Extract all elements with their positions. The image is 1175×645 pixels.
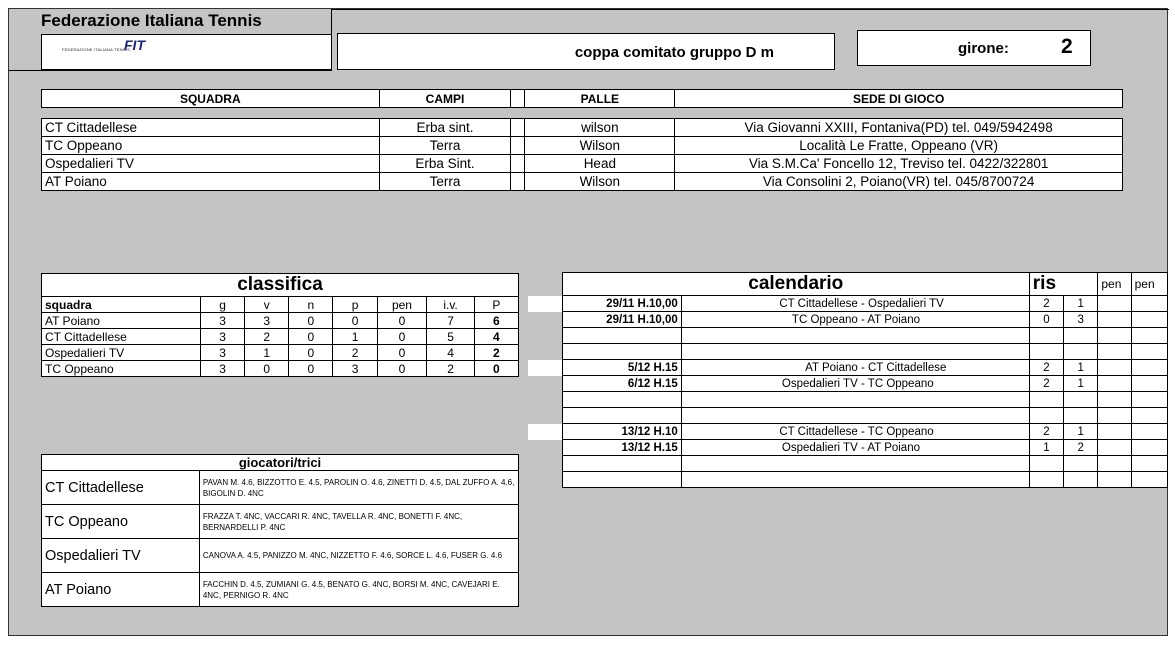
col-squadra: squadra: [42, 297, 201, 313]
match-date: 29/11 H.10,00: [562, 312, 681, 328]
empty-cell: [681, 408, 1029, 424]
match-away: TC Oppeano: [867, 377, 934, 390]
table-row: [42, 119, 1123, 137]
side-cell: [528, 328, 562, 344]
team-sede: Via Consolini 2, Poiano(VR) tel. 045/8700724: [675, 173, 1123, 191]
pen-cell: [1131, 424, 1167, 440]
empty-cell: [1064, 328, 1098, 344]
spacer-cell: [511, 119, 525, 137]
side-gap: [528, 273, 562, 296]
empty-cell: [1098, 328, 1131, 344]
logo-box: [41, 34, 332, 70]
match-score-home: 0: [1029, 312, 1063, 328]
spacer-cell: [511, 173, 525, 191]
match-away: Ospedalieri TV: [868, 297, 944, 310]
side-cell: [528, 376, 562, 392]
match-date: 29/11 H.10,00: [562, 296, 681, 312]
table-row: [528, 328, 1168, 344]
match-date: 13/12 H.10: [562, 424, 681, 440]
standing-team: CT Cittadellese: [42, 329, 201, 345]
standing-n: 0: [289, 313, 333, 329]
side-cell: [528, 408, 562, 424]
match-score-away: 1: [1064, 296, 1098, 312]
player-list: CANOVA A. 4.5, PANIZZO M. 4NC, NIZZETTO F. 4.6, SORCE L. 4.6, FUSER G. 4.6: [199, 539, 518, 573]
team-palle: Head: [525, 155, 675, 173]
empty-cell: [681, 392, 1029, 408]
table-row: [42, 505, 519, 539]
standing-team: AT Poiano: [42, 313, 201, 329]
table-row: [528, 440, 1168, 456]
match-teams: [681, 440, 1029, 456]
match-teams: [681, 296, 1029, 312]
match-teams: [681, 360, 1029, 376]
match-score-away: 3: [1064, 312, 1098, 328]
empty-cell: [1029, 472, 1063, 488]
table-row: [528, 472, 1168, 488]
empty-cell: [681, 344, 1029, 360]
pen-cell: [1131, 376, 1167, 392]
pen-cell: [1131, 296, 1167, 312]
match-score-home: 2: [1029, 376, 1063, 392]
col-n: n: [289, 297, 333, 313]
side-cell: [528, 456, 562, 472]
match-home: CT Cittadellese -: [779, 425, 865, 438]
col-pen: pen: [377, 297, 427, 313]
girone-label: girone:: [958, 40, 1009, 57]
table-row: [528, 376, 1168, 392]
pen-cell: [1098, 296, 1131, 312]
table-row: [42, 137, 1123, 155]
empty-cell: [1131, 472, 1167, 488]
side-cell: [528, 296, 562, 312]
calendario-title: calendario: [562, 273, 1029, 296]
team-sede: Via S.M.Ca' Foncello 12, Treviso tel. 0422/322801: [675, 155, 1123, 173]
classifica-title: classifica: [42, 274, 519, 297]
side-cell: [528, 424, 562, 440]
player-list: PAVAN M. 4.6, BIZZOTTO E. 4.5, PAROLIN O. 4.6, ZINETTI D. 4.5, DAL ZUFFO A. 4.6, BIGOLIN D. 4NC: [199, 471, 518, 505]
empty-cell: [1098, 392, 1131, 408]
pen-label: pen: [1098, 273, 1131, 296]
match-score-away: 1: [1064, 424, 1098, 440]
standing-v: 3: [245, 313, 289, 329]
pen-label-2: pen: [1131, 273, 1167, 296]
empty-cell: [681, 472, 1029, 488]
standing-n: 0: [289, 361, 333, 377]
team-campi: Erba sint.: [379, 119, 511, 137]
empty-cell: [562, 392, 681, 408]
player-team: AT Poiano: [42, 573, 200, 607]
side-cell: [528, 440, 562, 456]
empty-cell: [562, 472, 681, 488]
fit-logo: FIT: [124, 37, 145, 53]
pen-cell: [1098, 360, 1131, 376]
match-date: 6/12 H.15: [562, 376, 681, 392]
empty-cell: [1098, 408, 1131, 424]
standing-iv: 4: [427, 345, 474, 361]
team-name: TC Oppeano: [42, 137, 380, 155]
empty-cell: [1029, 456, 1063, 472]
match-home: Ospedalieri TV -: [781, 441, 865, 454]
standing-n: 0: [289, 345, 333, 361]
empty-cell: [1029, 328, 1063, 344]
table-row: [528, 408, 1168, 424]
match-score-home: 2: [1029, 424, 1063, 440]
pen-cell: [1098, 376, 1131, 392]
side-cell: [528, 392, 562, 408]
standing-team: Ospedalieri TV: [42, 345, 201, 361]
empty-cell: [562, 344, 681, 360]
empty-cell: [562, 456, 681, 472]
table-row: [42, 155, 1123, 173]
header-campi: CAMPI: [379, 90, 511, 108]
giocatori-title: giocatori/trici: [42, 455, 519, 471]
match-teams: [681, 424, 1029, 440]
empty-cell: [1131, 344, 1167, 360]
empty-cell: [1098, 344, 1131, 360]
table-row: [528, 424, 1168, 440]
teams-table: [41, 89, 1123, 191]
empty-cell: [1029, 344, 1063, 360]
empty-cell: [681, 328, 1029, 344]
gap-row: [42, 108, 1123, 119]
col-points: P: [474, 297, 518, 313]
empty-cell: [1064, 472, 1098, 488]
col-g: g: [201, 297, 245, 313]
header-palle: PALLE: [525, 90, 675, 108]
table-row: [42, 471, 519, 505]
table-row: [42, 573, 519, 607]
match-home: TC Oppeano -: [791, 313, 865, 326]
standing-p: 0: [333, 313, 377, 329]
standing-iv: 5: [427, 329, 474, 345]
table-row: [42, 345, 519, 361]
empty-cell: [1131, 456, 1167, 472]
side-cell: [528, 360, 562, 376]
standing-points: 6: [474, 313, 518, 329]
match-date: 13/12 H.15: [562, 440, 681, 456]
team-name: CT Cittadellese: [42, 119, 380, 137]
empty-cell: [1064, 344, 1098, 360]
team-campi: Terra: [379, 173, 511, 191]
match-away: AT Poiano: [867, 313, 920, 326]
standing-points: 0: [474, 361, 518, 377]
side-cell: [528, 312, 562, 328]
col-iv: i.v.: [427, 297, 474, 313]
standing-iv: 2: [427, 361, 474, 377]
pen-cell: [1131, 360, 1167, 376]
table-row: [528, 392, 1168, 408]
standing-n: 0: [289, 329, 333, 345]
match-date: 5/12 H.15: [562, 360, 681, 376]
standing-v: 2: [245, 329, 289, 345]
col-v: v: [245, 297, 289, 313]
team-campi: Terra: [379, 137, 511, 155]
empty-cell: [1029, 408, 1063, 424]
match-teams: [681, 312, 1029, 328]
team-name: Ospedalieri TV: [42, 155, 380, 173]
spacer-cell: [511, 155, 525, 173]
federation-title: Federazione Italiana Tennis: [41, 11, 262, 30]
empty-cell: [1064, 456, 1098, 472]
team-sede: Via Giovanni XXIII, Fontaniva(PD) tel. 049/5942498: [675, 119, 1123, 137]
empty-cell: [562, 408, 681, 424]
table-row: [42, 313, 519, 329]
table-row: [42, 361, 519, 377]
standing-g: 3: [201, 345, 245, 361]
standing-g: 3: [201, 361, 245, 377]
table-row: [528, 456, 1168, 472]
header-spacer: [511, 90, 525, 108]
player-team: TC Oppeano: [42, 505, 200, 539]
calendario-table: [528, 272, 1168, 488]
standing-pen: 0: [377, 329, 427, 345]
pen-cell: [1098, 312, 1131, 328]
match-score-away: 1: [1064, 360, 1098, 376]
header-squadra: SQUADRA: [42, 90, 380, 108]
standing-pen: 0: [377, 313, 427, 329]
standing-points: 2: [474, 345, 518, 361]
header-sede: SEDE DI GIOCO: [675, 90, 1123, 108]
table-row: [528, 296, 1168, 312]
match-score-home: 2: [1029, 360, 1063, 376]
player-team: Ospedalieri TV: [42, 539, 200, 573]
ris-label: ris: [1029, 273, 1098, 296]
empty-cell: [1064, 392, 1098, 408]
logo-subtitle: FEDERAZIONE ITALIANA TENNIS: [62, 47, 130, 52]
standing-p: 1: [333, 329, 377, 345]
match-teams: [681, 376, 1029, 392]
table-row: [528, 312, 1168, 328]
match-score-home: 2: [1029, 296, 1063, 312]
match-away: AT Poiano: [867, 441, 920, 454]
player-team: CT Cittadellese: [42, 471, 200, 505]
standing-g: 3: [201, 329, 245, 345]
match-score-away: 2: [1064, 440, 1098, 456]
standing-pen: 0: [377, 361, 427, 377]
spacer-cell: [511, 137, 525, 155]
standing-v: 1: [245, 345, 289, 361]
match-home: Ospedalieri TV -: [781, 377, 865, 390]
match-score-away: 1: [1064, 376, 1098, 392]
table-row: [42, 539, 519, 573]
side-cell: [528, 344, 562, 360]
spreadsheet-sheet: [8, 8, 1168, 636]
standing-v: 0: [245, 361, 289, 377]
team-palle: wilson: [525, 119, 675, 137]
pen-cell: [1098, 440, 1131, 456]
standing-g: 3: [201, 313, 245, 329]
pen-cell: [1131, 440, 1167, 456]
standing-pen: 0: [377, 345, 427, 361]
table-row: [42, 173, 1123, 191]
empty-cell: [1098, 456, 1131, 472]
team-palle: Wilson: [525, 173, 675, 191]
giocatori-table: [41, 454, 519, 607]
empty-cell: [1064, 408, 1098, 424]
standing-team: TC Oppeano: [42, 361, 201, 377]
empty-cell: [681, 456, 1029, 472]
team-name: AT Poiano: [42, 173, 380, 191]
empty-cell: [562, 328, 681, 344]
match-home: CT Cittadellese -: [779, 297, 865, 310]
classifica-table: [41, 273, 519, 377]
player-list: FRAZZA T. 4NC, VACCARI R. 4NC, TAVELLA R. 4NC, BONETTI F. 4NC, BERNARDELLI P. 4NC: [199, 505, 518, 539]
match-score-home: 1: [1029, 440, 1063, 456]
match-away: CT Cittadellese: [868, 361, 947, 374]
match-home: AT Poiano -: [805, 361, 865, 374]
competition-box: [337, 33, 835, 70]
side-cell: [528, 472, 562, 488]
empty-cell: [1131, 408, 1167, 424]
girone-box: [857, 30, 1091, 66]
table-row: [528, 360, 1168, 376]
empty-cell: [1131, 392, 1167, 408]
player-list: FACCHIN D. 4.5, ZUMIANI G. 4.5, BENATO G. 4NC, BORSI M. 4NC, CAVEJARI E. 4NC, PERNIGO R. 4NC: [199, 573, 518, 607]
standing-p: 2: [333, 345, 377, 361]
empty-cell: [1098, 472, 1131, 488]
empty-cell: [1131, 328, 1167, 344]
standing-points: 4: [474, 329, 518, 345]
competition-title: coppa comitato gruppo D m: [574, 44, 774, 61]
table-row: [528, 344, 1168, 360]
pen-cell: [1131, 312, 1167, 328]
standing-iv: 7: [427, 313, 474, 329]
team-sede: Località Le Fratte, Oppeano (VR): [675, 137, 1123, 155]
team-campi: Erba Sint.: [379, 155, 511, 173]
top-border: [332, 9, 1169, 10]
pen-cell: [1098, 424, 1131, 440]
standing-p: 3: [333, 361, 377, 377]
girone-value: 2: [1061, 35, 1073, 58]
team-palle: Wilson: [525, 137, 675, 155]
table-row: [42, 329, 519, 345]
empty-cell: [1029, 392, 1063, 408]
match-away: TC Oppeano: [867, 425, 934, 438]
col-p: p: [333, 297, 377, 313]
